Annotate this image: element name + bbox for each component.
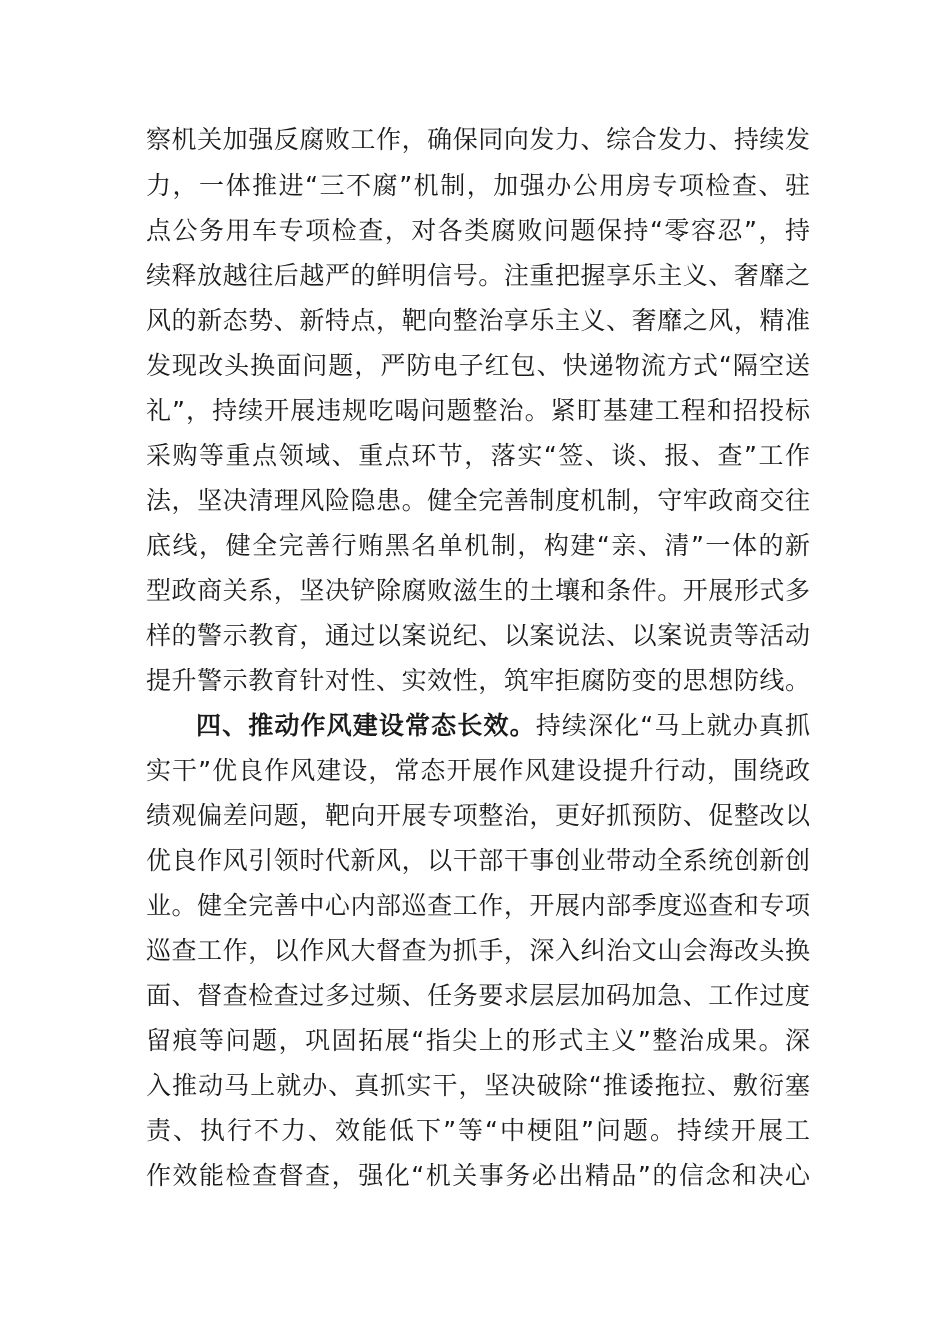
text-line: 型政商关系，坚决铲除腐败滋生的土壤和条件。开展形式多 xyxy=(146,576,810,605)
text-line: 业。健全完善中心内部巡查工作，开展内部季度巡查和专项 xyxy=(146,891,810,920)
text-line: 责、执行不力、效能低下”等“中梗阻”问题。持续开展工 xyxy=(146,1116,810,1145)
section-heading-line xyxy=(196,703,810,749)
text-line: 作效能检查督查，强化“机关事务必出精品”的信念和决心 xyxy=(146,1161,810,1190)
text-line: 面、督查检查过多过频、任务要求层层加码加急、工作过度 xyxy=(146,981,810,1010)
text-line: 风的新态势、新特点，靶向整治享乐主义、奢靡之风，精准 xyxy=(146,306,810,335)
text-line: 续释放越往后越严的鲜明信号。注重把握享乐主义、奢靡之 xyxy=(146,261,810,290)
text-line: 实干”优良作风建设，常态开展作风建设提升行动，围绕政 xyxy=(146,756,810,785)
text-line: 点公务用车专项检查，对各类腐败问题保持“零容忍”，持 xyxy=(146,216,810,245)
text-line: 入推动马上就办、真抓实干，坚决破除“推诿拖拉、敷衍塞 xyxy=(146,1071,810,1100)
text-line: 样的警示教育，通过以案说纪、以案说法、以案说责等活动 xyxy=(146,621,810,650)
text-line: 提升警示教育针对性、实效性，筑牢拒腐防变的思想防线。 xyxy=(146,666,810,695)
text-line: 发现改头换面问题，严防电子红包、快递物流方式“隔空送 xyxy=(146,351,810,380)
text-line: 礼”，持续开展违规吃喝问题整治。紧盯基建工程和招投标 xyxy=(146,396,810,425)
section-heading: 四、推动作风建设常态长效。 xyxy=(196,711,536,740)
text-line: 底线，健全完善行贿黑名单机制，构建“亲、清”一体的新 xyxy=(146,531,810,560)
text-line: 察机关加强反腐败工作，确保同向发力、综合发力、持续发 xyxy=(146,125,810,154)
text-line: 留痕等问题，巩固拓展“指尖上的形式主义”整治成果。深 xyxy=(146,1026,810,1055)
section-heading-rest: 持续深化“马上就办真抓 xyxy=(535,711,810,740)
text-line: 力，一体推进“三不腐”机制，加强办公用房专项检查、驻 xyxy=(146,171,810,200)
text-line: 采购等重点领域、重点环节，落实“签、谈、报、查”工作 xyxy=(146,441,810,470)
text-line: 绩观偏差问题，靶向开展专项整治，更好抓预防、促整改以 xyxy=(146,801,810,830)
text-line: 优良作风引领时代新风，以干部干事创业带动全系统创新创 xyxy=(146,846,810,875)
text-line: 法，坚决清理风险隐患。健全完善制度机制，守牢政商交往 xyxy=(146,486,810,515)
text-line: 巡查工作，以作风大督查为抓手，深入纠治文山会海改头换 xyxy=(146,936,810,965)
